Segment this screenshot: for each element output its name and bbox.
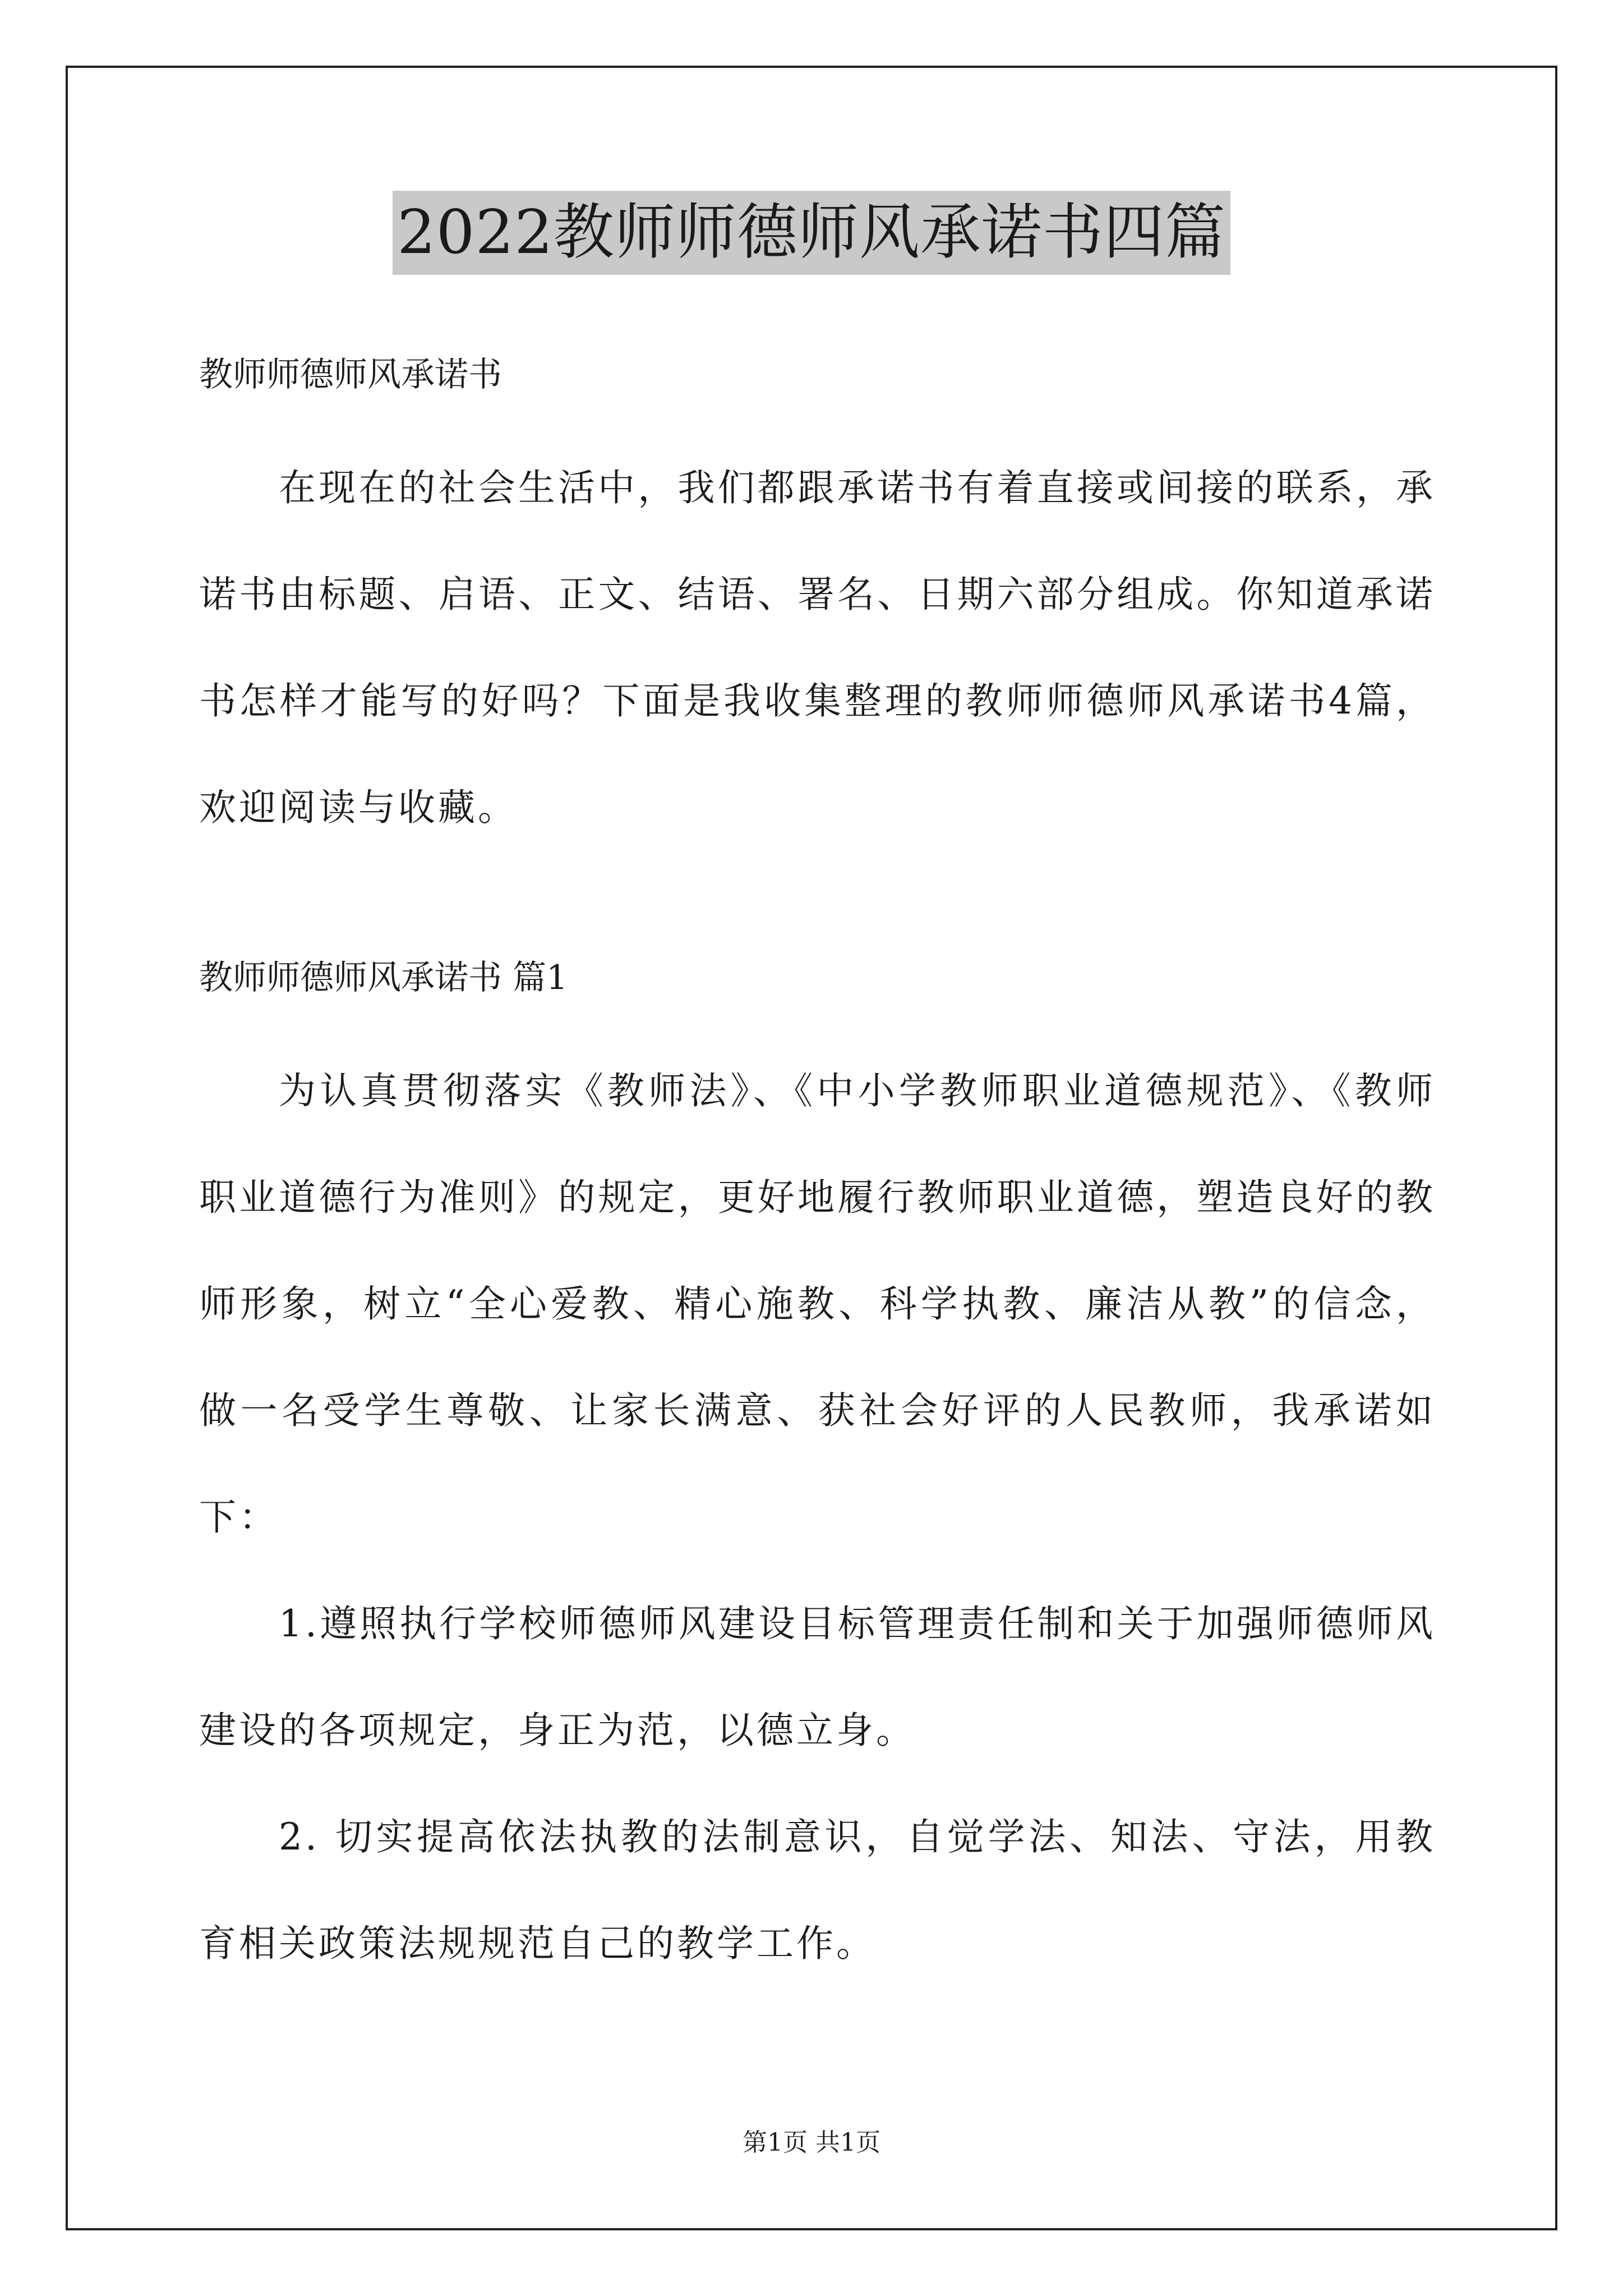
title-container [0, 191, 1623, 275]
section1-paragraph-1: 为认真贯彻落实《教师法》、《中小学教师职业道德规范》、《教师职业道德行为准则》的规定，更好地履行教师职业道德，塑造良好的教师形象，树立“全心爱教、精心施教、科学执教、廉洁从教”的信念，做一名受学生尊敬、让家长满意、获社会好评的人民教师，我承诺如下： [199, 1069, 1436, 1539]
section1-paragraph-3: 2. 切实提高依法执教的法制意识，自觉学法、知法、守法，用教育相关政策法规规范自己的教学工作。 [199, 1815, 1436, 1965]
document-title: 2022教师师德师风承诺书四篇 [393, 191, 1230, 275]
intro-paragraph: 在现在的社会生活中，我们都跟承诺书有着直接或间接的联系，承诺书由标题、启语、正文、结语、署名、日期六部分组成。你知道承诺书怎样才能写的好吗？下面是我收集整理的教师师德师风承诺书4篇，欢迎阅读与收藏。 [199, 466, 1436, 829]
intro-heading: 教师师德师风承诺书 [199, 355, 502, 394]
section1-heading: 教师师德师风承诺书 篇1 [199, 958, 568, 997]
section1-paragraph-2: 1.遵照执行学校师德师风建设目标管理责任制和关于加强师德师风建设的各项规定，身正为范，以德立身。 [199, 1602, 1436, 1752]
page-footer: 第1页 共1页 [743, 2128, 880, 2157]
